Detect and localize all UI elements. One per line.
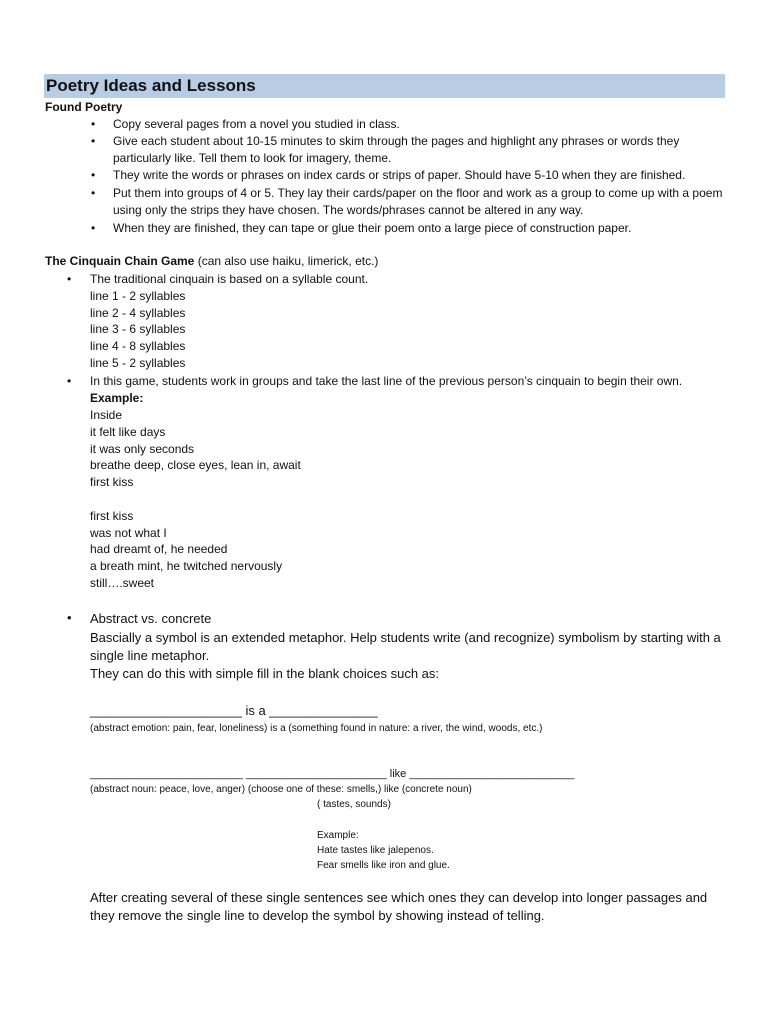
section-heading-cinquain <box>45 254 378 269</box>
poem-line: first kiss <box>90 475 134 489</box>
syllable-line: line 5 - 2 syllables <box>90 356 186 370</box>
syllable-line: line 2 - 4 syllables <box>90 306 186 320</box>
bullet-icon: • <box>67 610 72 625</box>
abstract-paragraph: They can do this with simple fill in the blank choices such as: <box>90 666 440 681</box>
list-item: They write the words or phrases on index cards or strips of paper. Should have 5-10 when they are finished. <box>113 168 686 182</box>
cinquain-heading-rest: (can also use haiku, limerick, etc.) <box>194 254 379 268</box>
syllable-line: line 3 - 6 syllables <box>90 322 186 336</box>
example-line: Hate tastes like jalepenos. <box>317 845 434 856</box>
blank-note: (abstract noun: peace, love, anger) (choose one of these: smells,) like (concrete noun) <box>90 784 472 795</box>
closing-paragraph: After creating several of these single sentences see which ones they can develop into longer passages and they remove the single line to develop the symbol by showing instead of telling. <box>90 890 708 923</box>
poem-line: Inside <box>90 408 123 422</box>
poem-line: it felt like days <box>90 425 166 439</box>
list-item: When they are finished, they can tape or glue their poem onto a large piece of construction paper. <box>113 221 632 235</box>
fill-in-blank-1: _____________________ is a _______________ <box>90 703 378 718</box>
poem-line: still….sweet <box>90 576 155 590</box>
poem-line: was not what I <box>90 526 167 540</box>
blank-note: (abstract emotion: pain, fear, loneliness) is a (something found in nature: a river, the wind, woods, etc.) <box>90 723 543 734</box>
poem-line: breathe deep, close eyes, lean in, await <box>90 458 301 472</box>
poem-line: first kiss <box>90 509 134 523</box>
example-line: Fear smells like iron and glue. <box>317 860 450 871</box>
bullet-icon: • <box>67 272 72 286</box>
bullet-icon: • <box>91 117 96 131</box>
cinquain-heading-bold: The Cinquain Chain Game <box>45 254 195 268</box>
bullet-icon: • <box>91 186 96 200</box>
abstract-paragraph: Bascially a symbol is an extended metaphor. Help students write (and recognize) symbolism by starting with a single line metaphor. <box>90 630 721 663</box>
list-item: The traditional cinquain is based on a syllable count. <box>90 272 369 286</box>
list-item: Give each student about 10-15 minutes to skim through the pages and highlight any phrases or words they particularly like. Tell them to look for imagery, theme. <box>113 134 680 165</box>
poem-line: had dreamt of, he needed <box>90 542 228 556</box>
example-label: Example: <box>90 391 144 405</box>
bullet-icon: • <box>91 134 96 148</box>
syllable-line: line 1 - 2 syllables <box>90 289 186 303</box>
section-heading-found-poetry: Found Poetry <box>45 100 123 114</box>
list-item: Put them into groups of 4 or 5. They lay their cards/paper on the floor and work as a group to come up with a poem using only the strips they have chosen. The words/phrases cannot be altered in any way. <box>113 186 723 217</box>
poem-line: a breath mint, he twitched nervously <box>90 559 283 573</box>
example-label: Example: <box>317 830 359 841</box>
bullet-icon: • <box>91 168 96 182</box>
syllable-line: line 4 - 8 syllables <box>90 339 186 353</box>
poem-line: it was only seconds <box>90 442 195 456</box>
list-item: In this game, students work in groups and take the last line of the previous person’s cinquain to begin their own. <box>90 374 683 388</box>
bullet-icon: • <box>91 221 96 235</box>
list-item: Copy several pages from a novel you studied in class. <box>113 117 400 131</box>
page-title: Poetry Ideas and Lessons <box>44 74 725 98</box>
blank-note: ( tastes, sounds) <box>317 799 391 810</box>
fill-in-blank-2: _________________________ _______________________ like ___________________________ <box>90 768 575 780</box>
abstract-bullet: Abstract vs. concrete <box>90 611 212 626</box>
bullet-icon: • <box>67 374 72 388</box>
